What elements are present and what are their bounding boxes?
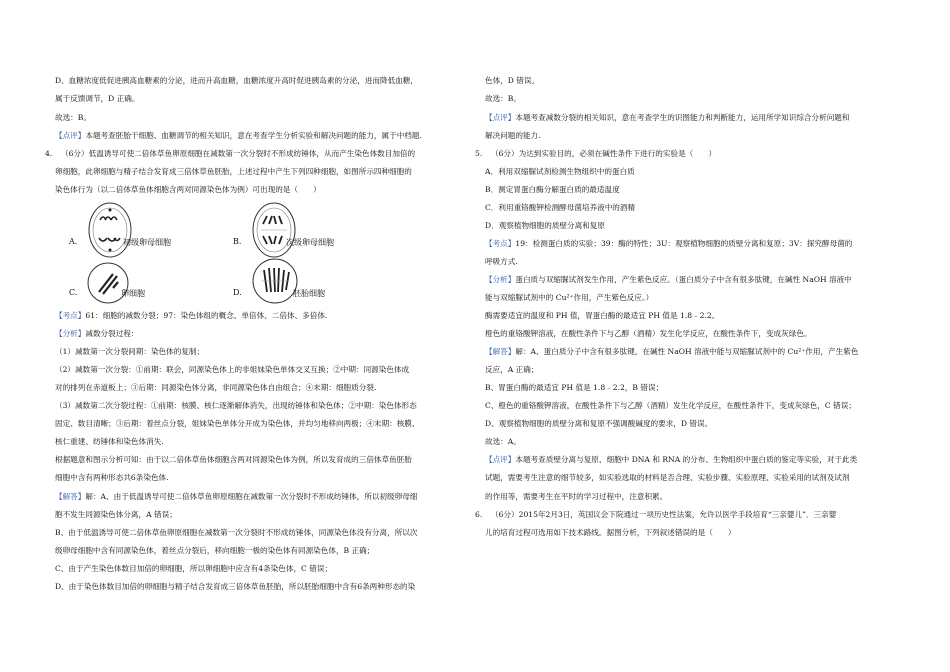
question-5-line [475,149,717,159]
jieda-line [485,347,858,357]
analysis-line: 橙色的重铬酸钾溶液，在酸性条件下与乙醇（酒精）发生化学反应，在酸性条件下，变成灰绿色。 [485,329,812,338]
analysis-line: 对的排列在赤道板上；③后期：同源染色体分离，非同源染色体自由组合；④末期：细胞质分裂. [55,383,377,392]
analysis-line: （3）减数第二次分裂过程：①前期：核膜、核仁逐渐解体消失，出现纺锤体和染色体；②中期：染色体形态 [55,401,417,410]
question-stem: 染色体行为（以二倍体草鱼体细胞含两对同源染色体为例）可出现的是（ ） [55,185,321,194]
kaodian-line [485,239,852,249]
question-stem: （6分）2015年2月3日，英国议会下院通过一项历史性法案，允许以医学手段培育“三亲婴儿”．三亲婴 [491,510,837,519]
fenxi-tag: 【分析】 [55,329,86,338]
comment-line [55,131,422,141]
cell-diagram-a [85,200,135,264]
option-c-label: 卵细胞 [121,289,145,298]
kaodian-text: 19：检测蛋白质的实验；39：酶的特性；3U：观察植物细胞的质壁分离和复原；3V：探究酵母菌的 [515,239,853,248]
analysis-line: 酶需要适宜的温度和 PH 值，胃蛋白酶的最适宜 PH 值是 1.8﹣2.2。 [485,311,720,320]
fenxi-line [485,275,852,285]
analysis-line: 固定、数目清晰；③后期：着丝点分裂，姐妹染色单体分开成为染色体，并均匀地移向两极；④末期：核膜、 [55,419,420,428]
comment-text: 本题考查减数分裂的相关知识，意在考查学生的识图能力和判断能力，运用所学知识综合分析问题和 [515,113,850,122]
fenxi-line [55,329,139,339]
option-a-letter: A. [69,237,78,246]
answer-line: C、橙色的重铬酸钾溶液，在酸性条件下与乙醇（酒精）发生化学反应，在酸性条件下，变成灰绿色，C 错误； [485,401,856,410]
text-line: D、血糖浓度低促进胰高血糖素的分泌，进而升高血糖，血糖浓度升高时促进胰岛素的分泌，进而降低血糖， [55,76,418,85]
text-line: 故选：B。 [485,94,521,103]
question-6-line [475,510,837,520]
analysis-line: 核仁重建、纺锤体和染色体消失. [55,437,164,446]
comment-line [485,113,850,123]
option-b-label: 次级卵母细胞 [286,238,334,247]
fenxi-text: 减数分裂过程： [85,329,139,338]
option-d-label: 胚胎细胞 [293,289,325,298]
answer-line: D、观察植物细胞的质壁分离和复原不强调酸碱度的要求，D 错误。 [485,419,713,428]
jieda-text: 解：A、蛋白质分子中含有很多肽键，在碱性 NaOH 溶液中能与双缩脲试剂中的 Cu²⁺作用，产生紫色 [515,347,859,356]
cell-diagram-d [248,254,302,312]
option-d-letter: D. [233,288,242,297]
comment-tag: 【点评】 [55,131,86,140]
answer-line: 级卵母细胞中含有同源染色体，着丝点分裂后，移向细胞一极的染色体有同源染色体，B 正确； [55,546,375,555]
analysis-line: 根据题意和图示分析可知：由于以二倍体草鱼体细胞含两对同源染色体为例，所以发育成的三倍体草鱼胚胎 [55,455,412,464]
fenxi-text: 蛋白质与双缩脲试剂发生作用，产生紫色反应。（蛋白质分子中含有很多肽键，在碱性 NaOH 溶液中 [515,275,852,284]
kaodian-tag: 【考点】 [485,239,516,248]
answer-line: C、由于产生染色体数目加倍的卵细胞，所以卵细胞中应含有4条染色体，C 错误； [55,564,333,573]
cell-diagram-c [83,258,133,312]
option-line: A．利用双缩脲试剂检测生物组织中的蛋白质 [485,167,635,176]
question-number: 4. [45,149,53,158]
jieda-line [55,492,417,502]
comment-line [485,455,857,465]
question-stem: （6分）低温诱导可使二倍体草鱼卵原细胞在减数第一次分裂时不形成纺锤体，从而产生染色体数目加倍的 [61,149,416,158]
question-stem: 儿的培育过程可选用如下技术路线。据图分析，下列叙述错误的是（ ） [485,528,736,537]
comment-line: 试题，需要考生注意的细节较多，如实验选取的材料是否合理、实验步骤、实验原理、实验采用的试剂及试剂 [485,473,850,482]
comment-tag: 【点评】 [485,455,516,464]
analysis-line: 细胞中含有两种形态共6条染色体. [55,473,169,482]
answer-line: 胞不发生同源染色体分离，A 错误； [55,510,177,519]
answer-line: D、由于染色体数目加倍的卵细胞与精子结合发育成三倍体草鱼胚胎，所以胚胎细胞中含有6条两种形态的染 [55,582,416,591]
option-a-label: 初级卵母细胞 [123,238,171,247]
jieda-tag: 【解答】 [485,347,516,356]
kaodian-line [55,311,327,321]
question-stem: 卵细胞，此卵细胞与精子结合发育成三倍体草鱼胚胎，上述过程中产生下列四种细胞，如图所示四种细胞的 [55,167,412,176]
comment-tag: 【点评】 [485,113,516,122]
text-line: 色体，D 错误。 [485,76,540,85]
analysis-line: 能与双缩脲试剂中的 Cu²⁺作用，产生紫色反应。） [485,293,654,302]
option-line: C．利用重铬酸钾检测酵母菌培养液中的酒精 [485,203,636,212]
option-line: B．测定胃蛋白酶分解蛋白质的最适温度 [485,185,620,194]
comment-text: 本题考查质壁分离与复原、细胞中 DNA 和 RNA 的分布、生物组织中蛋白质的鉴定等实验，对于此类 [515,455,858,464]
answer-line: 反应，A 正确； [485,365,539,374]
jieda-text: 解：A、由于低温诱导可使二倍体草鱼卵原细胞在减数第一次分裂时不形成纺锤体，所以初级卵母细 [85,492,418,501]
question-stem: （6分）为达到实验目的，必须在碱性条件下进行的实验是（ ） [491,149,717,158]
option-b-letter: B. [233,237,242,246]
comment-line: 解决问题的能力. [485,131,541,140]
answer-line: B、胃蛋白酶的最适宜 PH 值是 1.8﹣2.2，B 错误； [485,383,664,392]
answer-line: B、由于低温诱导可使二倍体草鱼卵原细胞在减数第一次分裂时不形成纺锤体，同源染色体没有分离，所以次 [55,528,418,537]
text-line: 属于反馈调节，D 正确。 [55,94,140,103]
comment-text: 本题考查胚胎干细胞、血糖调节的相关知识，意在考查学生分析实验和解决问题的能力，属于中档题. [85,131,422,140]
option-c-letter: C. [69,288,78,297]
analysis-line: （1）减数第一次分裂间期：染色体的复制； [55,347,205,356]
question-4-line [45,149,416,159]
question-number: 5. [475,149,483,158]
option-line: D．观察植物细胞的质壁分离和复原 [485,221,605,230]
question-number: 6. [475,510,483,519]
text-line: 故选：B。 [55,113,91,122]
comment-line: 的作用等，需要考生在平时的学习过程中，注意积累。 [485,492,668,501]
kaodian-text: 61：细胞的减数分裂；97：染色体组的概念、单倍体、二倍体、多倍体. [85,311,328,320]
fenxi-tag: 【分析】 [485,275,516,284]
kaodian-tag: 【考点】 [55,311,86,320]
kaodian-line: 呼吸方式. [485,257,518,266]
jieda-tag: 【解答】 [55,492,86,501]
analysis-line: （2）减数第一次分裂：①前期：联会，同源染色体上的非姐妹染色单体交叉互换；②中期：同源染色体成 [55,365,410,374]
answer-line: 故选：A。 [485,437,521,446]
